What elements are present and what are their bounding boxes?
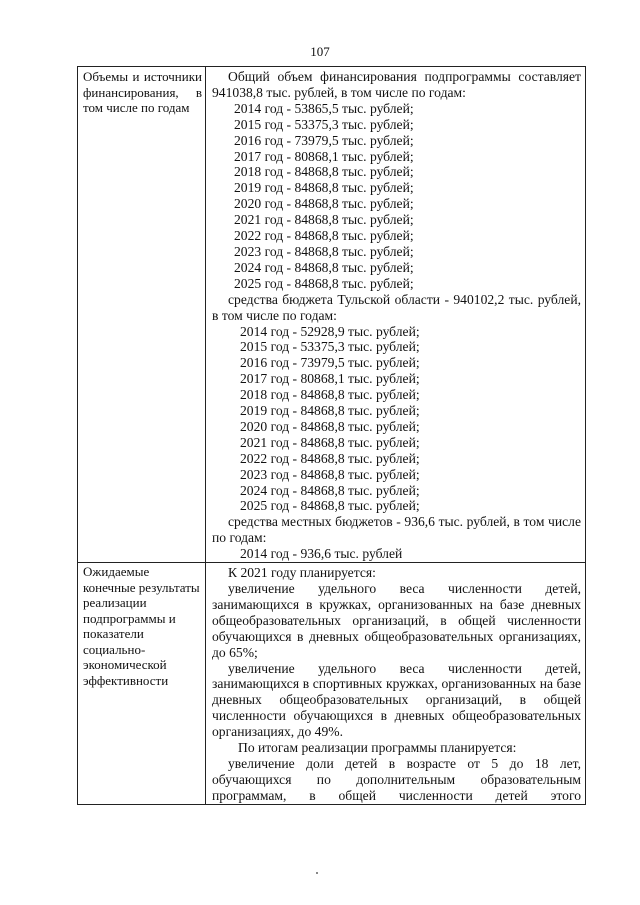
year-line: 2025 год - 84868,8 тыс. рублей; — [234, 275, 414, 291]
scan-speck — [316, 872, 318, 874]
program-results-intro: По итогам реализации программы планируется: — [238, 740, 517, 756]
year-line: 2024 год - 84868,8 тыс. рублей; — [234, 259, 414, 275]
year-line: 2022 год - 84868,8 тыс. рублей; — [234, 228, 414, 244]
table-row — [78, 563, 586, 805]
year-line: 2016 год - 73979,5 тыс. рублей; — [234, 132, 414, 148]
results-cell — [206, 563, 586, 805]
local-budget-intro: средства местных бюджетов - 936,6 тыс. рублей, в том числе по годам: — [212, 514, 581, 546]
year-line: 2015 год - 53375,3 тыс. рублей; — [240, 339, 420, 355]
year-line: 2019 год - 84868,8 тыс. рублей; — [240, 403, 420, 419]
year-line: 2023 год - 84868,8 тыс. рублей; — [240, 466, 420, 482]
year-line: 2022 год - 84868,8 тыс. рублей; — [240, 450, 420, 466]
year-line: 2020 год - 84868,8 тыс. рублей; — [240, 418, 420, 434]
year-line: 2017 год - 80868,1 тыс. рублей; — [240, 371, 420, 387]
year-line: 2021 год - 84868,8 тыс. рублей; — [234, 212, 414, 228]
year-line: 2025 год - 84868,8 тыс. рублей; — [240, 498, 420, 514]
financing-intro: Общий объем финансирования подпрограммы составляет 941038,8 тыс. рублей, в том числе по годам: — [212, 69, 581, 100]
financing-cell — [206, 67, 586, 563]
row-label-results: Ожидаемые конечные результаты реализации подпрограммы и показатели социально-экономической эффективности — [78, 563, 206, 805]
row-label-financing: Объемы и источники финансирования, в том числе по годам — [78, 67, 206, 563]
region-budget-intro: средства бюджета Тульской области - 940102,2 тыс. рублей, в том числе по годам: — [212, 291, 581, 323]
result-item-2: увеличение удельного веса численности детей, занимающихся в спортивных кружках, организованных на базе дневных общеобразовательных организаций, в общей численности обучающихся в дневных общеобразовательных организациях, до 49%. — [212, 660, 581, 740]
year-line: 2016 год - 73979,5 тыс. рублей; — [240, 355, 420, 371]
year-line: 2023 год - 84868,8 тыс. рублей; — [234, 243, 414, 259]
year-line: 2018 год - 84868,8 тыс. рублей; — [234, 164, 414, 180]
results-intro: К 2021 году планируется: — [228, 565, 376, 581]
year-line: 2014 год - 936,6 тыс. рублей — [240, 546, 403, 562]
year-line: 2024 год - 84868,8 тыс. рублей; — [240, 482, 420, 498]
table-row — [78, 67, 586, 563]
year-line: 2021 год - 84868,8 тыс. рублей; — [240, 434, 420, 450]
year-line: 2018 год - 84868,8 тыс. рублей; — [240, 387, 420, 403]
year-line: 2017 год - 80868,1 тыс. рублей; — [234, 148, 414, 164]
year-line: 2015 год - 53375,3 тыс. рублей; — [234, 116, 414, 132]
year-line: 2019 год - 84868,8 тыс. рублей; — [234, 180, 414, 196]
year-line: 2014 год - 52928,9 тыс. рублей; — [240, 323, 420, 339]
page-number: 107 — [310, 44, 330, 59]
passport-table — [77, 66, 586, 805]
program-result-item: увеличение доли детей в возрасте от 5 до 18 лет, обучающихся по дополнительным образовательным программам, в общей численности детей этого — [212, 755, 581, 803]
year-line: 2014 год - 53865,5 тыс. рублей; — [234, 100, 414, 116]
result-item-1: увеличение удельного веса численности детей, занимающихся в кружках, организованных на базе дневных общеобразовательных организаций, в общей численности обучающихся в дневных общеобразовательных организациях, до 65%; — [212, 581, 581, 660]
year-line: 2020 год - 84868,8 тыс. рублей; — [234, 196, 414, 212]
